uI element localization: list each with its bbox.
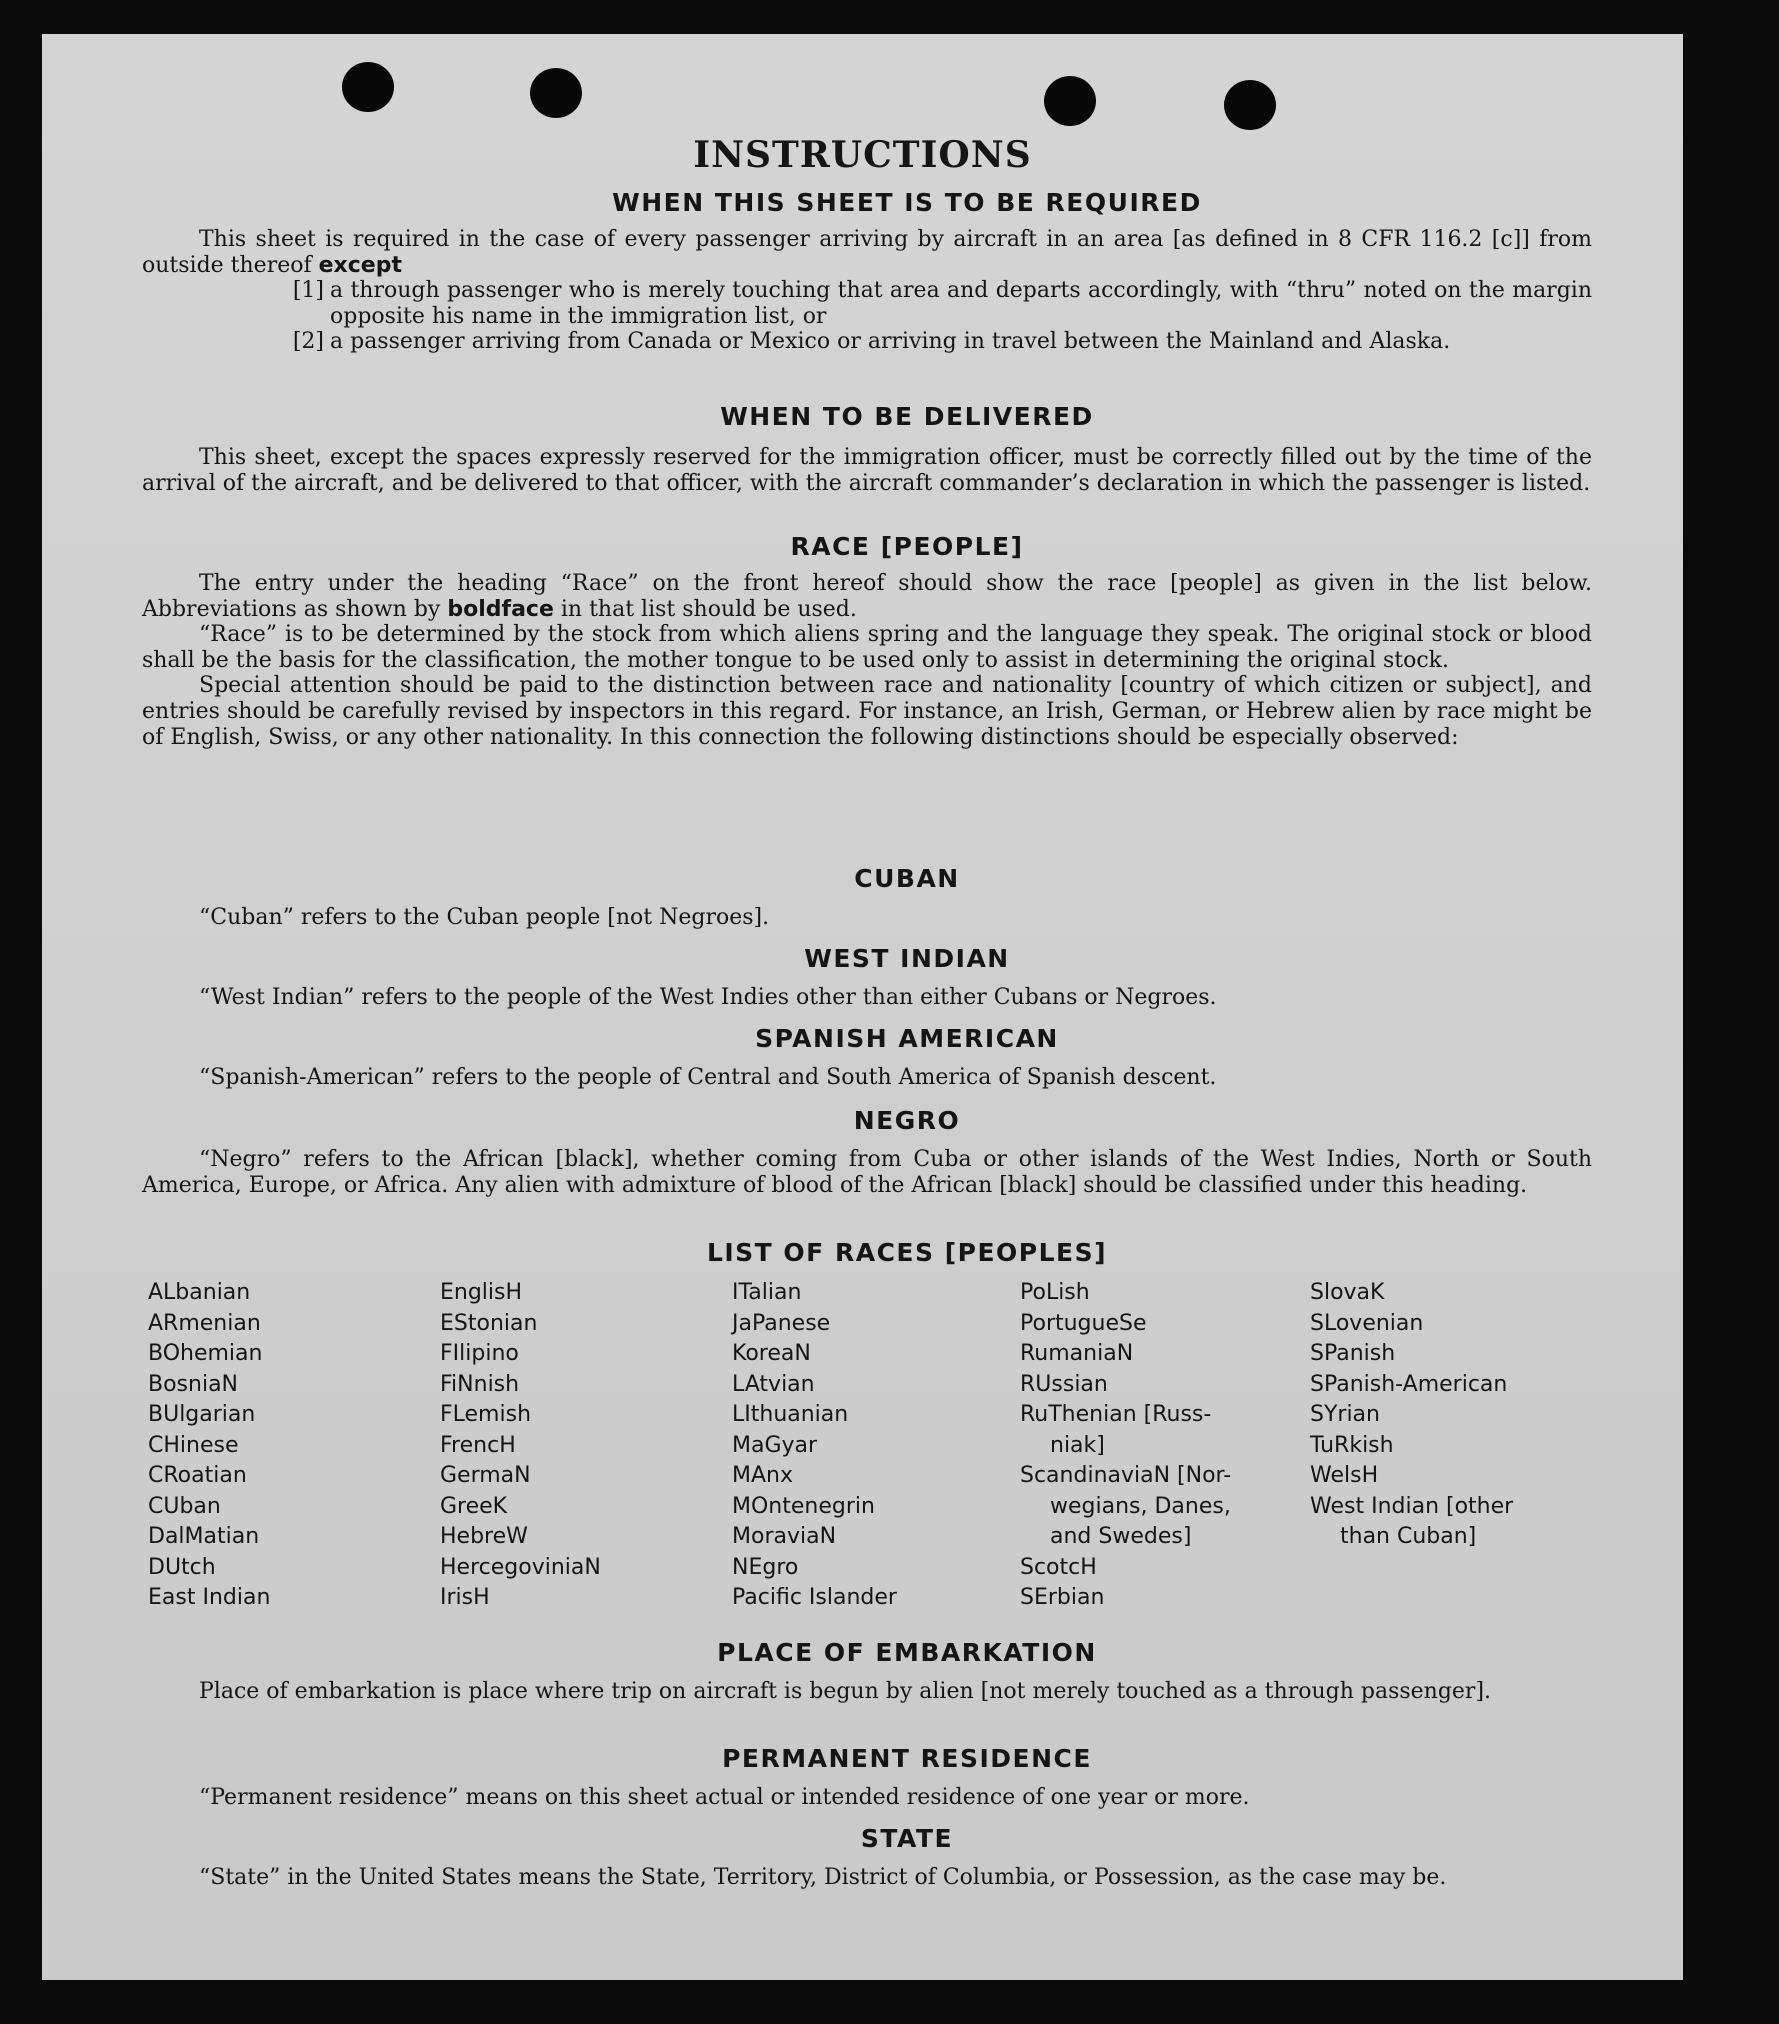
race-text-part: The entry under the heading “Race” on the front hereof should show the race [people] as given in the list below. Abbreviations as shown by (142, 571, 1592, 622)
race-entry: PortugueSe (1020, 1310, 1147, 1336)
item-number: [2] (292, 329, 324, 355)
section-spanish-american (142, 1024, 1592, 1091)
section-text: Place of embarkation is place where trip on aircraft is begun by alien [not merely touched as a through passenger]. (199, 1679, 1492, 1704)
race-entry: DUtch (148, 1554, 216, 1580)
section-heading: WEST INDIAN (804, 944, 1010, 973)
race-entry: CHinese (148, 1432, 239, 1458)
section-text (142, 571, 1592, 622)
race-entry: ITalian (732, 1280, 802, 1305)
race-entry: LAtvian (732, 1371, 815, 1397)
race-entry: ScandinaviaN [Nor- (1020, 1463, 1232, 1488)
race-entry: DalMatian (148, 1524, 260, 1549)
section-text: “Spanish-American” refers to the people of Central and South America of Spanish descent. (199, 1065, 1217, 1090)
section-west-indian (142, 944, 1592, 1011)
except-word: except (318, 252, 402, 278)
races-table (148, 1278, 1628, 1658)
section-when-delivered (142, 402, 1592, 496)
race-entry: HebreW (440, 1524, 528, 1549)
race-entry: IrisH (440, 1585, 490, 1610)
race-entry-continued: than Cuban] (1340, 1524, 1477, 1549)
section-heading: PLACE OF EMBARKATION (717, 1638, 1097, 1667)
races-column-5 (1310, 1278, 1513, 1553)
race-entry: RuThenian [Russ- (1020, 1402, 1212, 1427)
race-entry: MoraviaN (732, 1524, 837, 1549)
section-negro (142, 1106, 1592, 1198)
punch-hole (342, 62, 394, 112)
section-heading: WHEN THIS SHEET IS TO BE REQUIRED (612, 188, 1202, 217)
race-entry: FLemish (440, 1402, 532, 1427)
section-race (142, 532, 1592, 750)
boldface-word: boldface (447, 596, 554, 622)
race-entry: EStonian (440, 1310, 538, 1336)
race-entry: SPanish-American (1310, 1371, 1508, 1397)
race-entry: BOhemian (148, 1341, 263, 1366)
race-entry: RUssian (1020, 1371, 1108, 1397)
punch-hole (1044, 76, 1096, 126)
race-entry: FrencH (440, 1432, 516, 1458)
races-column-3 (732, 1278, 897, 1614)
race-entry: EnglisH (440, 1280, 523, 1305)
race-entry: Pacific Islander (732, 1585, 897, 1610)
section-text: “Permanent residence” means on this sheet actual or intended residence of one year or more. (199, 1785, 1250, 1810)
race-entry: ARmenian (148, 1310, 261, 1336)
section-heading: SPANISH AMERICAN (755, 1024, 1059, 1053)
race-entry: TuRkish (1310, 1432, 1394, 1458)
section-residence (142, 1744, 1592, 1811)
races-column-2 (440, 1278, 601, 1614)
page-title: INSTRUCTIONS (693, 134, 1032, 176)
race-entry: PoLish (1020, 1280, 1090, 1305)
section-text: “Negro” refers to the African [black], whether coming from Cuba or other islands of the West Indies, North or South America, Europe, or Africa. Any alien with admixture of blood of the African [black] should be classified under this heading. (142, 1147, 1592, 1198)
section-text: “Race” is to be determined by the stock from which aliens spring and the language they speak. The original stock or blood shall be the basis for the classification, the mother tongue to be used only to assist in determining the original stock. (142, 622, 1592, 673)
section-embarkation (142, 1638, 1592, 1705)
race-entry-continued: wegians, Danes, (1050, 1493, 1231, 1519)
instruction-sheet (42, 34, 1683, 1980)
race-entry: SYrian (1310, 1402, 1380, 1427)
race-entry: WelsH (1310, 1463, 1379, 1488)
race-entry: CUban (148, 1493, 221, 1519)
item-text: a through passenger who is merely touching that area and departs accordingly, with “thru” noted on the margin opposite his name in the immigration list, or (330, 278, 1592, 329)
punch-hole (530, 68, 582, 118)
race-entry: SLovenian (1310, 1310, 1424, 1336)
race-entry: ALbanian (148, 1280, 251, 1305)
section-text: “State” in the United States means the State, Territory, District of Columbia, or Possession, as the case may be. (199, 1865, 1447, 1890)
race-entry: GreeK (440, 1493, 508, 1519)
list-item (142, 278, 1592, 329)
section-heading: LIST OF RACES [PEOPLES] (706, 1238, 1108, 1267)
race-entry: KoreaN (732, 1341, 811, 1366)
race-entry: RumaniaN (1020, 1341, 1134, 1366)
section-heading: CUBAN (854, 864, 960, 893)
race-entry: HercegoviniaN (440, 1554, 601, 1580)
race-entry: SPanish (1310, 1341, 1396, 1366)
section-text (142, 227, 1592, 278)
race-entry: BosniaN (148, 1371, 239, 1397)
race-entry: GermaN (440, 1463, 531, 1488)
section-heading: STATE (860, 1824, 954, 1853)
race-entry: East Indian (148, 1585, 271, 1610)
race-entry: West Indian [other (1310, 1493, 1514, 1519)
section-heading: PERMANENT RESIDENCE (722, 1744, 1092, 1773)
race-entry: NEgro (732, 1554, 799, 1580)
race-entry: MAnx (732, 1463, 793, 1488)
item-number: [1] (292, 278, 324, 304)
race-entry: CRoatian (148, 1463, 247, 1488)
section-heading: NEGRO (853, 1106, 961, 1135)
section-heading: RACE [PEOPLE] (790, 532, 1024, 561)
section-text: Special attention should be paid to the distinction between race and nationality [country of which citizen or subject], and entries should be carefully revised by inspectors in this regard. For instance, an Irish, German, or Hebrew alien by race might be of English, Swiss, or any other nationality. In this connection the following distinctions should be especially observed: (142, 673, 1592, 750)
race-text-part: in that list should be used. (560, 596, 857, 622)
race-entry: SErbian (1020, 1585, 1105, 1610)
race-entry-continued: and Swedes] (1050, 1524, 1192, 1549)
item-text: a passenger arriving from Canada or Mexico or arriving in travel between the Mainland and Alaska. (330, 329, 1451, 355)
list-item (142, 329, 1592, 355)
race-entry: SlovaK (1310, 1280, 1385, 1305)
race-entry: MOntenegrin (732, 1493, 875, 1519)
race-entry: FIlipino (440, 1341, 519, 1366)
section-list-of-races (142, 1238, 1592, 1267)
punch-hole (1224, 80, 1276, 130)
section-state (142, 1824, 1592, 1891)
race-entry: BUlgarian (148, 1402, 256, 1427)
section-text: “West Indian” refers to the people of the West Indies other than either Cubans or Negroes. (199, 985, 1217, 1010)
race-entry: ScotcH (1020, 1554, 1097, 1580)
race-entry: LIthuanian (732, 1402, 849, 1427)
race-entry-continued: niak] (1050, 1432, 1105, 1458)
section-text: This sheet, except the spaces expressly reserved for the immigration officer, must be correctly filled out by the time of the arrival of the aircraft, and be delivered to that officer, with the aircraft commander’s declaration in which the passenger is listed. (142, 445, 1592, 496)
section-cuban (142, 864, 1592, 931)
section-heading: WHEN TO BE DELIVERED (720, 402, 1094, 431)
races-column-1 (148, 1278, 270, 1614)
section-text: “Cuban” refers to the Cuban people [not Negroes]. (199, 905, 770, 930)
section-when-required (142, 188, 1592, 355)
race-entry: MaGyar (732, 1432, 818, 1458)
race-entry: FiNnish (440, 1371, 520, 1397)
intro-text: This sheet is required in the case of every passenger arriving by aircraft in an area [as defined in 8 CFR 116.2 [c]] from outside thereof (142, 227, 1592, 278)
races-column-4 (1020, 1278, 1231, 1614)
race-entry: JaPanese (732, 1310, 831, 1336)
